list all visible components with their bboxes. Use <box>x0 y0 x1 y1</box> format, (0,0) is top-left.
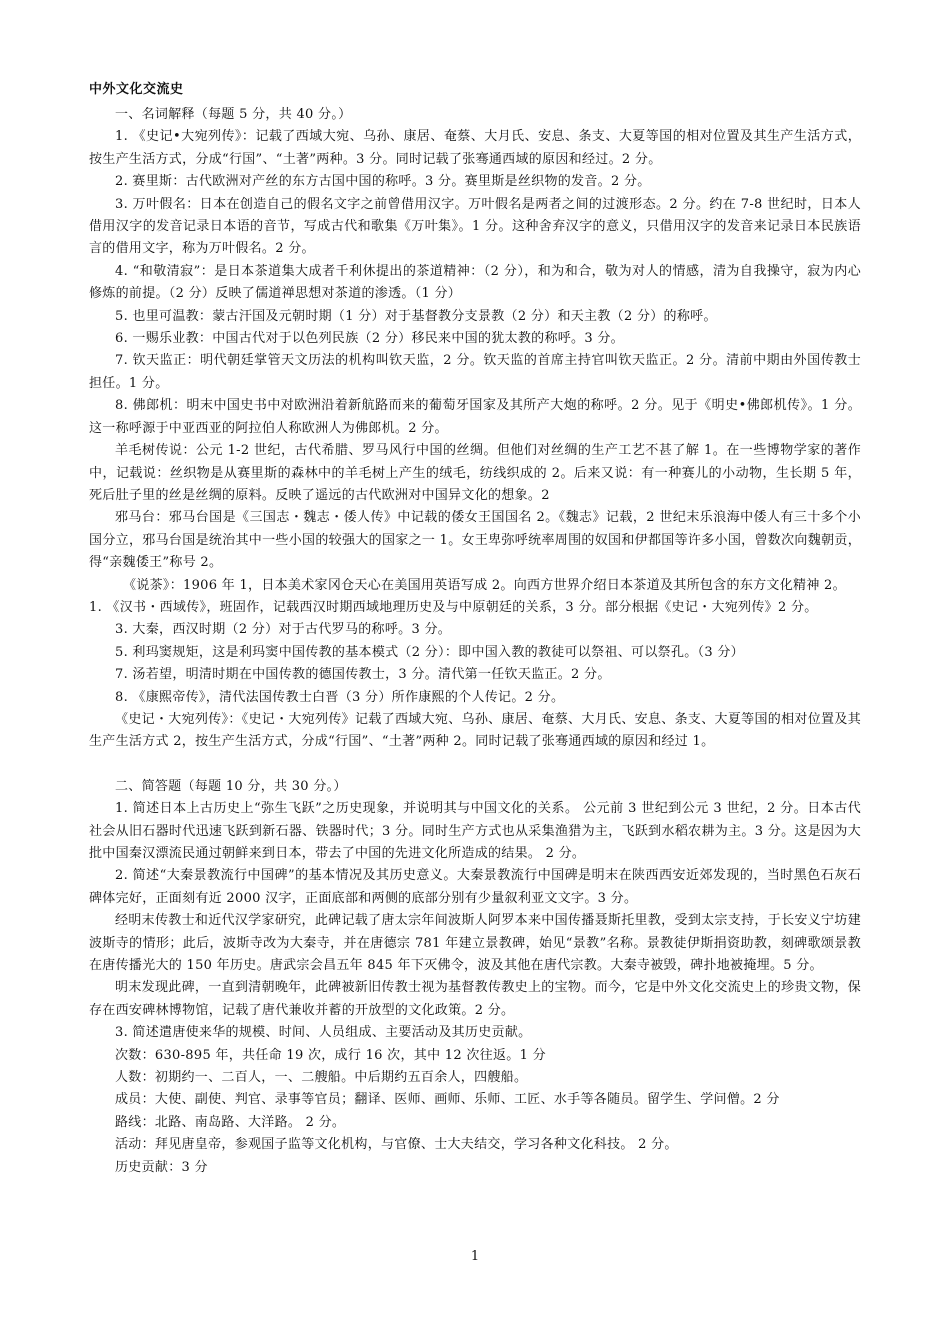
paragraph: 羊毛树传说：公元 1-2 世纪，古代希腊、罗马风行中国的丝绸。但他们对丝绸的生产工艺不甚了解 1。在一些博物学家的著作中，记载说：丝织物是从赛里斯的森林中的羊毛树上产生的绒毛，纺线织成的 2。后来又说：有一种赛儿的小动物，生长期 5 年，死后肚子里的丝是丝绸的原料。反映了遥远的古代欧洲对中国异文化的想象。2 <box>89 443 861 503</box>
paragraph: 经明末传教士和近代汉学家研究，此碑记载了唐太宗年间波斯人阿罗本来中国传播聂斯托里教，受到太宗支持，于长安义宁坊建波斯寺的情形；此后，波斯寺改为大秦寺，并在唐德宗 781 年建立景教碑，始见“景教”名称。景教徒伊斯捐资助教，刻碑歌颂景教在唐传播光大的 150 年历史。唐武宗会昌五年 845 年下灭佛令，波及其他在唐代宗教。大秦寺被毁，碑扑地被掩埋。5 分。 <box>89 913 861 974</box>
paragraph: 《说茶》：1906 年 1，日本美术家冈仓天心在美国用英语写成 2。向西方世界介绍日本茶道及其所包含的东方文化精神 2。 <box>123 577 846 593</box>
paragraph: 3. 简述遣唐使来华的规模、时间、人员组成、主要活动及其历史贡献。 <box>115 1025 532 1041</box>
paragraph: 路线：北路、南岛路、大洋路。 2 分。 <box>115 1114 346 1130</box>
paragraph: 1. 《汉书・西域传》，班固作，记载西汉时期西域地理历史及与中原朝廷的关系，3 分。部分根据《史记・大宛列传》2 分。 <box>89 599 818 615</box>
paragraph: 2. 简述“大秦景教流行中国碑”的基本情况及其历史意义。大秦景教流行中国碑是明末在陕西西安近郊发现的，当时黑色石灰石碑体完好，正面刻有近 2000 汉字，正面底部和两侧的底部分别有少量叙利亚文文字。3 分。 <box>89 868 861 906</box>
paragraph: 8. 《康熙帝传》，清代法国传教士白晋（3 分）所作康熙的个人传记。2 分。 <box>115 689 565 705</box>
paragraph: 7. 钦天监正：明代朝廷掌管天文历法的机构叫钦天监，2 分。钦天监的首席主持官叫钦天监正。2 分。清前中期由外国传教士担任。1 分。 <box>89 353 861 391</box>
document-page <box>89 80 861 1179</box>
paragraph: 活动：拜见唐皇帝，参观国子监等文化机构，与官僚、士大夫结交，学习各种文化科技。 2 分。 <box>115 1137 678 1153</box>
paragraph: 5. 利玛窦规矩，这是利玛窦中国传教的基本模式（2 分）：即中国入教的教徒可以祭祖、可以祭孔。（3 分） <box>115 644 744 660</box>
paragraph: 成员：大使、副使、判官、录事等官员；翻译、医师、画师、乐师、工匠、水手等各随员。留学生、学问僧。2 分 <box>115 1092 780 1108</box>
paragraph: 1. 《史记•大宛列传》：记载了西域大宛、乌孙、康居、奄蔡、大月氏、安息、条支、大夏等国的相对位置及其生产生活方式，按生产生活方式，分成“行国”、“土著”两种。3 分。同时记载了张骞通西域的原因和经过。2 分。 <box>89 129 861 167</box>
paragraph: 3. 大秦，西汉时期（2 分）对于古代罗马的称呼。3 分。 <box>115 622 452 638</box>
paragraph: 5. 也里可温教：蒙古汗国及元朝时期（1 分）对于基督教分支景教（2 分）和天主教（2 分）的称呼。 <box>115 308 717 324</box>
paragraph: 明末发现此碑，一直到清朝晚年，此碑被新旧传教士视为基督教传教史上的宝物。而今，它是中外文化交流史上的珍贵文物，保存在西安碑林博物馆，记载了唐代兼收并蓄的开放型的文化政策。2 分。 <box>89 980 861 1018</box>
paragraph: 2. 赛里斯：古代欧洲对产丝的东方古国中国的称呼。3 分。赛里斯是丝织物的发音。2 分。 <box>115 174 651 190</box>
paragraph: 4. “和敬清寂”：是日本茶道集大成者千利休提出的茶道精神：（2 分），和为和合，敬为对人的情感，清为自我操守，寂为内心修炼的前提。（2 分）反映了儒道禅思想对茶道的渗透。（1 分） <box>89 263 861 302</box>
paragraph: 《史记・大宛列传》：《史记・大宛列传》记载了西域大宛、乌孙、康居、奄蔡、大月氏、安息、条支、大夏等国的相对位置及其生产生活方式 2，按生产生活方式，分成“行国”、“土著”两种 2。同时记载了张骞通西域的原因和经过 1。 <box>89 711 861 750</box>
paragraph: 历史贡献：3 分 <box>115 1159 208 1175</box>
page-number: 1 <box>470 1249 480 1264</box>
section-heading-terms: 一、名词解释（每题 5 分，共 40 分。） <box>115 107 352 122</box>
paragraph: 1. 简述日本上古历史上“弥生飞跃”之历史现象，并说明其与中国文化的关系。 公元前 3 世纪到公元 3 世纪，2 分。日本古代社会从旧石器时代迅速飞跃到新石器、铁器时代；3 分。同时生产方式也从采集渔猎为主，飞跃到水稻农耕为主。3 分。这是因为大批中国秦汉漂流民通过朝鲜来到日本，带去了中国的先进文化所造成的结果。 2 分。 <box>89 801 861 861</box>
document-title: 中外文化交流史 <box>89 82 184 97</box>
paragraph: 次数：630-895 年，共任命 19 次，成行 16 次，其中 12 次往返。1 分 <box>115 1047 546 1063</box>
paragraph: 7. 汤若望，明清时期在中国传教的德国传教士，3 分。清代第一任钦天监正。2 分。 <box>115 667 611 683</box>
paragraph: 人数：初期约一、二百人，一、二艘船。中后期约五百余人，四艘船。 <box>115 1070 528 1086</box>
spacer <box>89 754 861 776</box>
paragraph: 3. 万叶假名：日本在创造自己的假名文字之前曾借用汉字。万叶假名是两者之间的过渡形态。2 分。约在 7-8 世纪时，日本人借用汉字的发音记录日本语的音节，写成古代和歌集《万叶集》。1 分。这种舍弃汉字的意义，只借用汉字的发音来记录日本民族语言的借用文字，称为万叶假名。2 分。 <box>89 196 861 257</box>
paragraph: 8. 佛郎机：明末中国史书中对欧洲沿着新航路而来的葡萄牙国家及其所产大炮的称呼。2 分。见于《明史•佛郎机传》。1 分。这一称呼源于中亚西亚的阿拉伯人称欧洲人为佛郎机。2 分。 <box>89 398 861 436</box>
section-heading-short-answer: 二、简答题（每题 10 分，共 30 分。） <box>115 778 347 794</box>
paragraph: 邪马台：邪马台国是《三国志・魏志・倭人传》中记载的倭女王国国名 2。《魏志》记载，2 世纪末乐浪海中倭人有三十多个小国分立，邪马台国是统治其中一些小国的较强大的国家之一 1。女王卑弥呼统率周围的奴国和伊都国等许多小国，曾数次向魏朝贡，得“亲魏倭王”称号 2。 <box>89 510 861 571</box>
paragraph: 6. 一赐乐业教：中国古代对于以色列民族（2 分）移民来中国的犹太教的称呼。3 分。 <box>115 331 624 347</box>
